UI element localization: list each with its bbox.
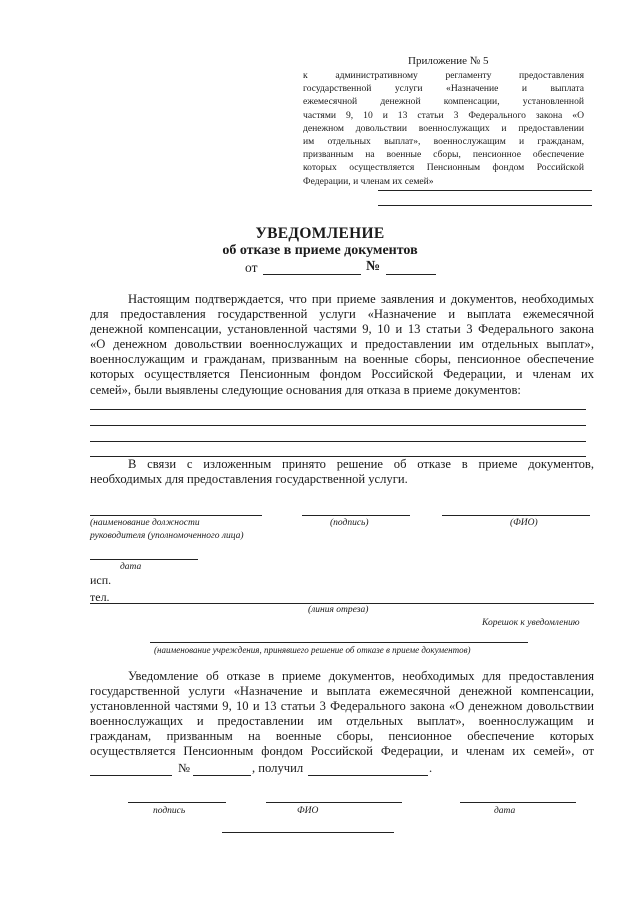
number-field[interactable] [386,274,436,275]
name-field[interactable] [442,515,590,516]
position-label: (наименование должности [90,518,200,528]
body-line: Настоящим подтверждается, что при приеме заявления и документов, необходимых [128,292,594,306]
stub-name-field[interactable] [266,802,402,803]
signature-label: (подпись) [330,518,369,528]
recipient-line[interactable] [378,190,592,191]
document-title: УВЕДОМЛЕНИЕ [255,225,385,242]
received-label: , получил [252,761,304,775]
body-line: которых осуществляется Пенсионным фондом Российской Федерации, и членам их [90,367,594,382]
stub-bottom-line [222,832,394,833]
appendix-line: которых осуществляется Пенсионным фондом Российской [303,162,584,174]
decision-line: В связи с изложенным принято решение об отказе в приеме документов, [128,457,594,471]
appendix-title: Приложение № 5 [408,55,489,67]
date-field[interactable] [90,559,198,560]
appendix-line: ежемесячной денежной компенсации, установленной [303,96,584,108]
reason-line[interactable] [90,425,586,426]
stub-signature-field[interactable] [128,802,226,803]
body-line: «О денежном довольствии военнослужащих и предоставлении им отдельных выплат», [90,337,594,352]
stub-date-label: дата [494,806,516,816]
institution-field[interactable] [150,642,528,643]
appendix-line: государственной услуги «Назначение и выплата [303,83,584,95]
appendix-line: им отдельных выплат», военнослужащим и гражданам, [303,136,584,148]
stub-label: Корешок к уведомлению [482,618,580,628]
stub-paragraph [90,669,594,760]
body-line: семей», были выявлены следующие основания для отказа в приеме документов: [90,382,521,397]
stub-signature-label: подпись [153,806,186,816]
appendix-text [303,69,584,188]
executor-label: исп. [90,573,112,587]
received-period: . [429,761,433,775]
body-line: военнослужащим и гражданам, призванным на военные сборы, пенсионное обеспечение [90,352,594,367]
signature-field[interactable] [302,515,410,516]
appendix-line: денежном довольствии военнослужащих и предоставлении [303,122,584,134]
stub-line: гражданам, призванным на военные сборы, пенсионное обеспечение которых [90,729,594,744]
body-line: для предоставления государственной услуги «Назначение и выплата ежемесячной [90,307,594,322]
stub-line: военнослужащих и предоставлении им отдельных выплат», военнослужащим и [90,714,594,729]
decision-line: необходимых для предоставления государственной услуги. [90,472,408,487]
cut-line-label: (линия отреза) [308,605,369,615]
body-line: денежной компенсации, установленной частями 9, 10 и 13 статьи 3 Федерального закона [90,322,594,337]
date-field[interactable] [263,274,361,275]
appendix-line: призванным на военные сборы, пенсионное обеспечение [303,149,584,161]
stub-line: установленной частями 9, 10 и 13 статьи 3 Федерального закона «О денежном довольствии [90,699,594,714]
appendix-line: к административному регламенту предоставления [303,70,584,81]
stub-name-label: ФИО [297,806,319,816]
stub-date-sign-field[interactable] [460,802,576,803]
cut-line [90,603,594,604]
position-label: руководителя (уполномоченного лица) [90,531,244,541]
number-sign: № [366,259,381,274]
recipient-line[interactable] [378,205,592,206]
appendix-line: Федерации, и членам их семей» [303,175,434,187]
decision-paragraph [90,457,594,487]
name-label: (ФИО) [510,518,538,528]
date-label: дата [120,562,142,572]
phone-label: тел. [90,590,110,604]
stub-date-field[interactable] [90,775,172,776]
institution-label: (наименование учреждения, принявшего решение об отказе в приеме документов) [154,645,471,655]
reason-line[interactable] [90,409,586,410]
document-subtitle: об отказе в приеме документов [222,243,418,258]
body-paragraph [90,292,594,398]
stub-number-field[interactable] [193,775,251,776]
position-field[interactable] [90,515,262,516]
stub-line: государственной услуги «Назначение и выплата ежемесячной денежной компенсации, [90,684,594,699]
appendix-line: частями 9, 10 и 13 статьи 3 Федерального закона «О [303,109,584,121]
received-field[interactable] [308,775,428,776]
stub-number-sign: № [178,761,191,775]
reason-line[interactable] [90,441,586,442]
stub-line: осуществляется Пенсионным фондом Российской Федерации, и членам их семей», от [90,744,594,759]
date-prefix: от [245,260,258,275]
stub-line: Уведомление об отказе в приеме документов, необходимых для предоставления [128,669,594,683]
